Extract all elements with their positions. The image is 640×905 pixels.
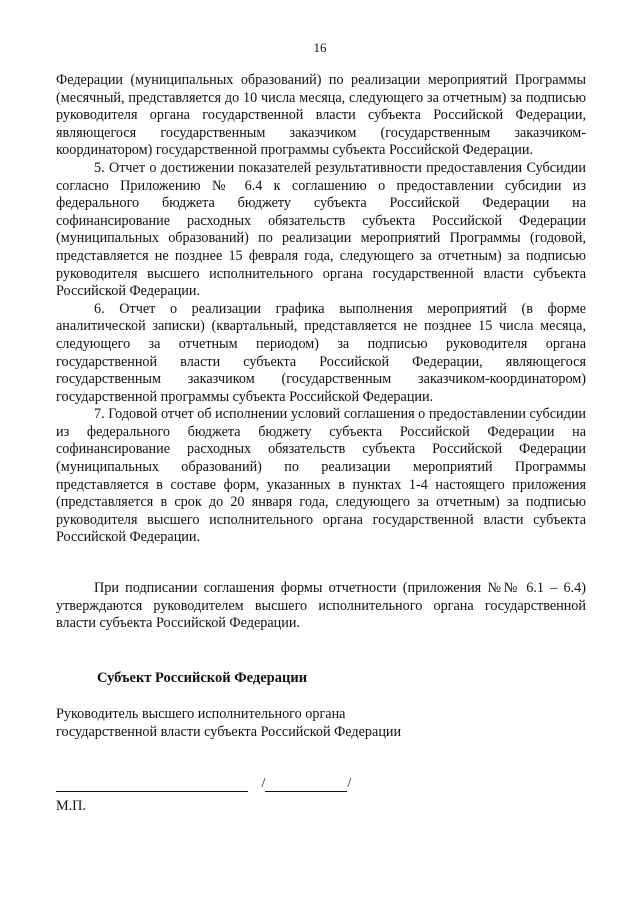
- signature-line: [56, 776, 351, 792]
- page-number: 16: [313, 40, 327, 55]
- stamp-label: М.П.: [56, 798, 86, 814]
- head-title-line2: государственной власти субъекта Российской Федерации: [56, 723, 402, 740]
- signature-blank: [56, 777, 248, 792]
- subject-heading: Субъект Российской Федерации: [97, 670, 308, 686]
- signature-separator-right: /: [347, 776, 352, 791]
- document-body: [56, 72, 586, 547]
- paragraph-continued: Федерации (муниципальных образований) по реализации мероприятий Программы (месячный, представляется до 10 числа месяца, следующего за отчетным) за подписью руководителя органа государственной власти субъекта Российской Федерации, являющегося государственным заказчиком (государственным заказчиком-координатором) государственной программы субъекта Российской Федерации.: [56, 72, 586, 159]
- head-title: [56, 706, 401, 741]
- paragraph-item-5: 5. Отчет о достижении показателей результативности предоставления Субсидии согласно Приложению № 6.4 к соглашению о предоставлении субсидии из федерального бюджета бюджету субъекта Российской Федерации на софинансирование расходных обязательств субъекта Российской Федерации (муниципальных образований) по реализации мероприятий Программы (годовой, представляется не позднее 15 февраля года, следующего за отчетным) за подписью руководителя высшего исполнительного органа государственной власти субъекта Российской Федерации.: [56, 159, 586, 300]
- paragraph-item-7: 7. Годовой отчет об исполнении условий соглашения о предоставлении субсидии из федерального бюджета бюджету субъекта Российской Федерации на софинансирование расходных обязательств субъекта Российской Федерации (муниципальных образований) по реализации мероприятий Программы представляется в составе форм, указанных в пунктах 1-4 настоящего приложения (представляется в срок до 20 января года, следующего за отчетным) за подписью руководителя высшего исполнительного органа государственной власти субъекта Российской Федерации.: [56, 406, 586, 546]
- head-title-line1: Руководитель высшего исполнительного органа: [56, 706, 346, 722]
- name-blank: [265, 777, 347, 792]
- signature-separator-left: /: [261, 776, 266, 791]
- paragraph-item-6: 6. Отчет о реализации графика выполнения мероприятий (в форме аналитической записки) (квартальный, представляется не позднее 15 числа месяца, следующего за отчетным периодом) за подписью руководителя органа государственной власти субъекта Российской Федерации, являющегося государственным заказчиком (государственным заказчиком-координатором) государственной программы субъекта Российской Федерации.: [56, 300, 586, 405]
- approval-paragraph: При подписании соглашения формы отчетности (приложения №№ 6.1 – 6.4) утверждаются руководителем высшего исполнительного органа государственной власти субъекта Российской Федерации.: [56, 580, 586, 632]
